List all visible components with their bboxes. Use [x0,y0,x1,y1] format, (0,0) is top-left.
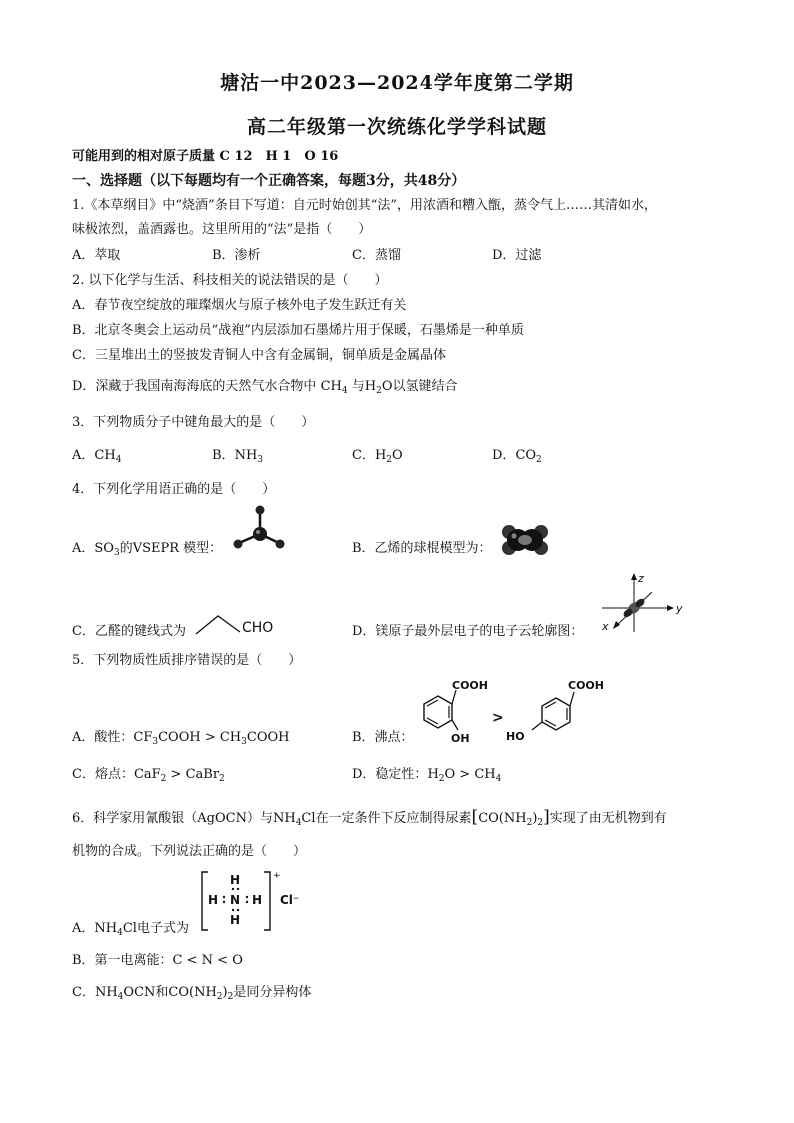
q1-option-c: C．蒸馏 [352,248,401,263]
cho-label: CHO [242,620,274,636]
q2-option-c: C．三星堆出土的竖披发青铜人中含有金属铜，铜单质是金属晶体 [72,348,446,363]
q4-option-b: B．乙烯的球棍模型为： [352,541,492,556]
q5-stem: 5．下列物质性质排序错误的是（ ） [72,653,302,668]
q3-option-d: D．$CO_2$ [492,448,542,465]
q2-option-b: B．北京冬奥会上运动员“战袍”内层添加石墨烯片用于保暖，石墨烯是一种单质 [72,323,524,338]
ortho-cooh-label: COOH [452,679,488,692]
q6-option-b: B．第一电离能：C < N < O [72,953,243,968]
q6-stem-line1: 6．科学家用氰酸银（AgOCN）与$NH_4Cl$在一定条件下反应制得尿素$[CO(NH_2)_2]$实现了由无机物到有 [72,807,667,828]
q1-option-d: D．过滤 [492,248,542,263]
chloride-label: Cl⁻ [280,893,300,907]
axis-x-label: x [602,620,609,633]
exam-subtitle: 高二年级第一次统练化学学科试题 [246,116,547,138]
ethylene-ball-model-figure [500,520,550,560]
h-left-label: H [208,893,219,907]
mg-3s-orbital-figure [598,570,688,636]
h-top-label: H [230,873,241,887]
q2-stem: 2. 以下化学与生活、科技相关的说法错误的是（ ） [72,273,388,288]
hydroxybenzoic-acids-figure [408,674,608,746]
q3-option-a: A．$CH_4$ [72,448,122,465]
exam-title: 塘沽一中2023—2024学年度第二学期 [220,72,574,94]
q6-option-c: C．$NH_4OCN$和$CO(NH_2)_2$是同分异构体 [72,985,312,1002]
n-center-label: N [230,893,241,907]
axis-z-label: z [638,572,644,585]
q3-option-c: C．$H_2O$ [352,448,403,465]
q1-stem-line2: 味极浓烈，盖酒露也。这里所用的“法”是指（ ） [72,222,372,237]
q5-option-a: A．酸性：$CF_3COOH$ > $CH_3COOH$ [72,730,290,747]
so3-vsepr-model-figure [228,502,290,554]
q2-option-a: A．春节夜空绽放的璀璨烟火与原子核外电子发生跃迁有关 [72,298,407,313]
nh4cl-electron-dot-figure [200,868,310,934]
q2-option-d: D．深藏于我国南海海底的天然气水合物中 $CH_4$ 与$H_2O$以氢键结合 [72,379,458,396]
q1-stem-line1: 1.《本草纲目》中“烧酒”条目下写道：自元时始创其“法”，用浓酒和糟入甑，蒸令气上……其清如水， [72,198,657,213]
h-bottom-label: H [230,913,241,927]
q4-stem: 4．下列化学用语正确的是（ ） [72,482,276,497]
q5-option-d: D．稳定性：$H_2O > CH_4$ [352,767,502,784]
q5-option-c: C．熔点：CaF$_2$ > CaBr$_2$ [72,767,225,784]
q6-stem-line2: 机物的合成。下列说法正确的是（ ） [72,844,307,859]
q3-stem: 3．下列物质分子中键角最大的是（ ） [72,415,315,430]
para-ho-label: HO [506,730,525,743]
para-cooh-label: COOH [568,679,604,692]
q4-option-a: A．$SO_3$的VSEPR 模型： [72,541,223,558]
q4-option-d: D．镁原子最外层电子的电子云轮廓图： [352,624,584,639]
atomic-masses: 可能用到的相对原子质量 C 12 H 1 O 16 [72,149,339,164]
greater-than-sign: > [492,710,504,726]
section-heading: 一、选择题（以下每题均有一个正确答案，每题3分，共48分） [72,173,466,189]
axis-y-label: y [676,602,683,615]
ortho-oh-label: OH [451,732,470,745]
acetaldehyde-skeletal-figure [194,604,284,640]
q6-option-a: A．$NH_4Cl$电子式为 [72,921,189,938]
q4-option-c: C．乙醛的键线式为 [72,624,186,639]
h-right-label: H [252,893,263,907]
q5-option-b: B．沸点： [352,730,414,745]
q3-option-b: B．$NH_3$ [212,448,264,465]
charge-plus-label: + [273,871,281,881]
q1-option-b: B．渗析 [212,248,261,263]
q1-option-a: A．萃取 [72,248,121,263]
